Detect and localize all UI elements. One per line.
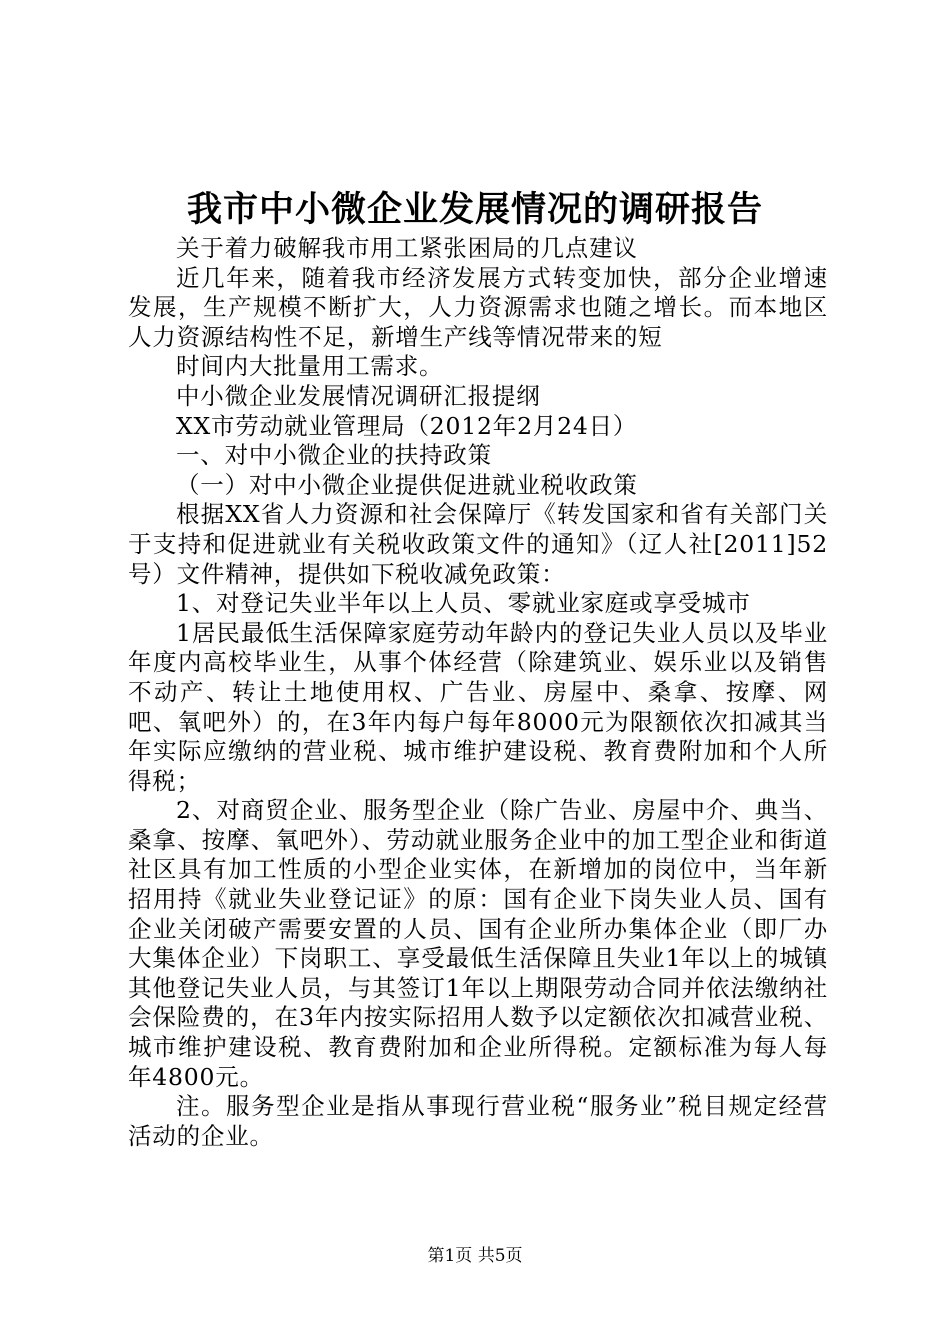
section-heading: 一、对中小微企业的扶持政策 [176, 441, 492, 470]
paragraph: XX市劳动就业管理局（2012年2月24日） [176, 411, 638, 440]
document-body [128, 234, 828, 1151]
paragraph: 1居民最低生活保障家庭劳动年龄内的登记失业人员以及毕业年度内高校毕业生，从事个体经营（除建筑业、娱乐业以及销售不动产、转让土地使用权、广告业、房屋中、桑拿、按摩、网吧、氧吧外）的，在3年内每户每年8000元为限额依次扣减其当年实际应缴纳的营业税、城市维护建设税、教育费附加和个人所得税； [128, 618, 828, 795]
paragraph: 时间内大批量用工需求。 [176, 352, 444, 381]
note: 注。服务型企业是指从事现行营业税“服务业”税目规定经营活动的企业。 [128, 1092, 828, 1150]
list-item: 2、对商贸企业、服务型企业（除广告业、房屋中介、典当、桑拿、按摩、氧吧外）、劳动就业服务企业中的加工型企业和街道社区具有加工性质的小型企业实体，在新增加的岗位中，当年新招用持《就业失业登记证》的原：国有企业下岗失业人员、国有企业关闭破产需要安置的人员、国有企业所办集体企业（即厂办大集体企业）下岗职工、享受最低生活保障且失业1年以上的城镇其他登记失业人员，与其签订1年以上期限劳动合同并依法缴纳社会保险费的，在3年内按实际招用人数予以定额依次扣减营业税、城市维护建设税、教育费附加和企业所得税。定额标准为每人每年4800元。 [128, 796, 828, 1091]
subsection-heading: （一）对中小微企业提供促进就业税收政策 [176, 470, 638, 499]
page-footer: 第1页 共5页 [427, 1246, 523, 1266]
paragraph: 根据XX省人力资源和社会保障厅《转发国家和省有关部门关于支持和促进就业有关税收政策文件的通知》（辽人社[2011]52号）文件精神，提供如下税收减免政策： [128, 500, 828, 588]
list-item: 1、对登记失业半年以上人员、零就业家庭或享受城市 [176, 589, 751, 618]
paragraph: 关于着力破解我市用工紧张困局的几点建议 [176, 234, 638, 262]
paragraph: 中小微企业发展情况调研汇报提纲 [176, 381, 541, 410]
paragraph: 近几年来，随着我市经济发展方式转变加快，部分企业增速发展，生产规模不断扩大，人力资源需求也随之增长。而本地区人力资源结构性不足，新增生产线等情况带来的短 [128, 263, 828, 351]
document-title: 我市中小微企业发展情况的调研报告 [186, 189, 763, 230]
